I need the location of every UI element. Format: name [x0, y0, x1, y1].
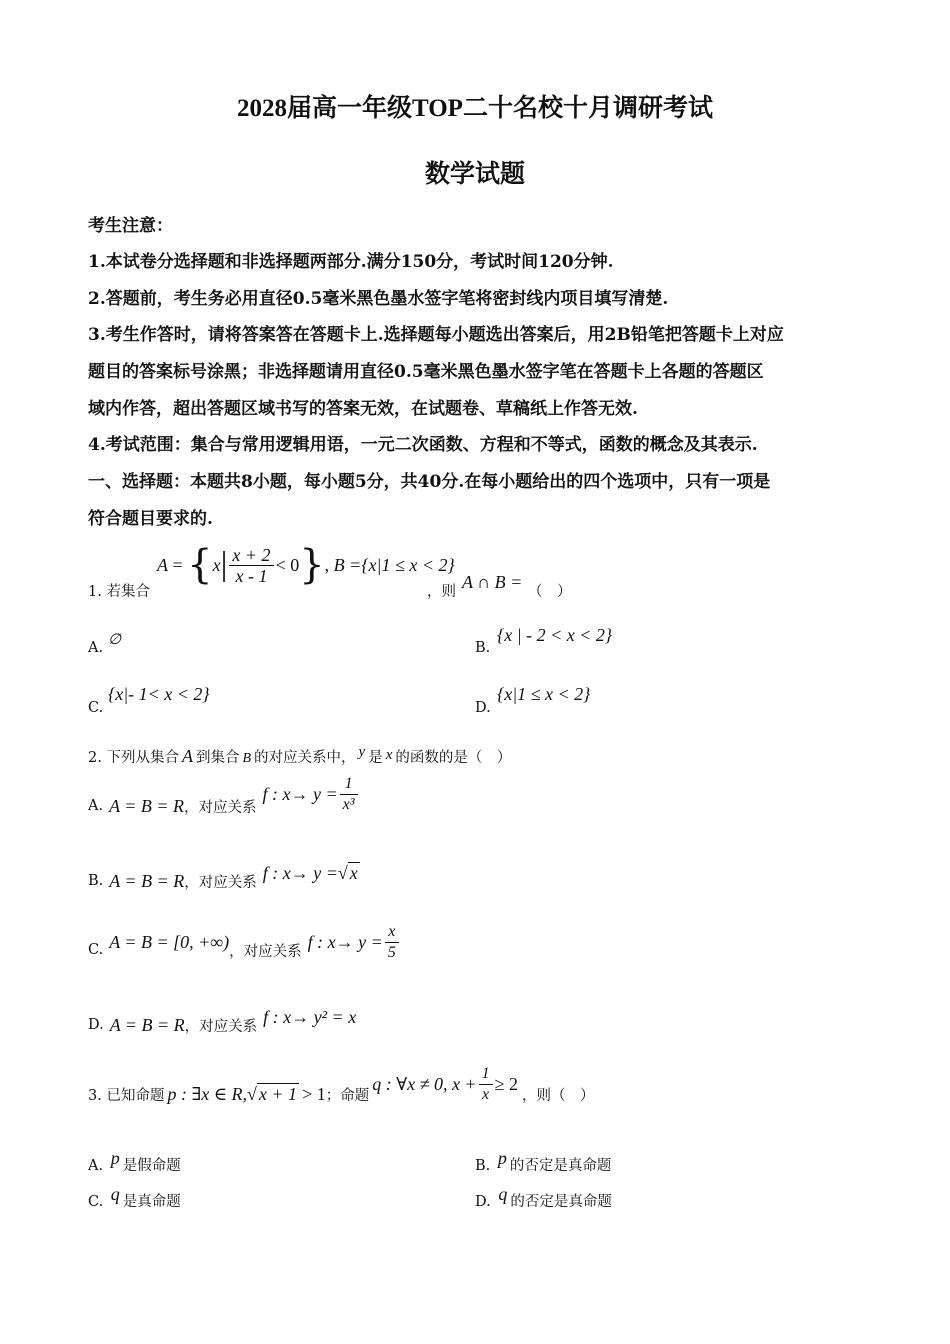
- notice-line: 2.答题前，考生务必用直径0.5毫米黑色墨水签字笔将密封线内项目填写清楚.: [88, 289, 669, 309]
- q1-option-b-label: B.: [475, 640, 491, 656]
- q2-option-d: D. A = B = R ，对应关系 f : x→ y² = x: [88, 1006, 357, 1035]
- q1-option-b-math: {x | - 2 < x < 2}: [497, 625, 613, 645]
- q2-option-a: A. A = B = R ，对应关系 f : x→ y = $\frac{1}{\text{x³}}$: [88, 780, 360, 832]
- q3-option-b: B. p 的否定是真命题: [475, 1148, 612, 1174]
- q1-option-c-math: {x|- 1< x < 2}: [108, 684, 210, 704]
- notice-line: 1.本试卷分选择题和非选择题两部分.满分150分，考试时间120分钟.: [88, 252, 614, 272]
- q1-set-a: A = { x | $\frac{x + 2}{x - 1}$ < 0 } , B ={x|1 ≤ x < 2}: [157, 542, 455, 588]
- q2-option-c: C. A = B = [0, +∞) ，对应关系 f : x→ y = $\frac{x}{5}$: [88, 924, 401, 976]
- q1-mid: ，则: [427, 584, 456, 600]
- q3-stem: 3. 已知命题 p : ∃x ∈ R, √ x + 1 > 1 ；命题 q : ∀x ≠ 0, x + $\frac{1}{x}$ ≥ 2 ，则（ ）: [88, 1064, 595, 1104]
- notice-line: 题目的答案标号涂黑；非选择题请用直径0.5毫米黑色墨水签字笔在答题卡上各题的答题区: [88, 362, 764, 382]
- q2-stem: 2. 下列从集合 A 到集合 B 的对应关系中， y 是 x 的函数的是（ ）: [88, 744, 512, 766]
- exam-title: 2028届高一年级TOP二十名校十月调研考试: [237, 95, 713, 122]
- notice-heading: 考生注意：: [88, 216, 173, 236]
- q1-option-d-math: {x|1 ≤ x < 2}: [497, 684, 591, 704]
- q1-option-d-label: D.: [475, 700, 491, 716]
- section-heading: 一、选择题：本题共8小题，每小题5分，共40分.在每小题给出的四个选项中，只有一项是: [88, 472, 771, 492]
- notice-line: 域内作答，超出答题区域书写的答案无效，在试题卷、草稿纸上作答无效.: [88, 399, 638, 419]
- q1-fraction: $\frac{x + 2}{x - 1}$: [229, 545, 273, 586]
- q3-option-d: D. q 的否定是真命题: [475, 1184, 612, 1210]
- notice-line: 4.考试范围：集合与常用逻辑用语，一元二次函数、方程和不等式，函数的概念及其表示.: [88, 435, 758, 455]
- notice-line: 3.考生作答时，请将答案答在答题卡上.选择题每小题选出答案后，用2B铅笔把答题卡上对应: [88, 325, 784, 345]
- q3-option-a: A. p 是假命题: [88, 1148, 181, 1174]
- q2-option-b: B. A = B = R ，对应关系 f : x→ y = √ x: [88, 862, 358, 891]
- q1-expression: A ∩ B =: [462, 572, 523, 592]
- q1-paren: （ ）: [528, 584, 572, 600]
- q1-option-a-label: A.: [88, 640, 104, 656]
- q1-prefix: 1. 若集合: [88, 584, 150, 600]
- q1-option-c-label: C.: [88, 700, 104, 716]
- exam-subtitle: 数学试题: [424, 161, 525, 188]
- q1-option-a-math: ∅: [108, 632, 122, 648]
- section-heading-cont: 符合题目要求的.: [88, 509, 213, 529]
- q3-option-c: C. q 是真命题: [88, 1184, 181, 1210]
